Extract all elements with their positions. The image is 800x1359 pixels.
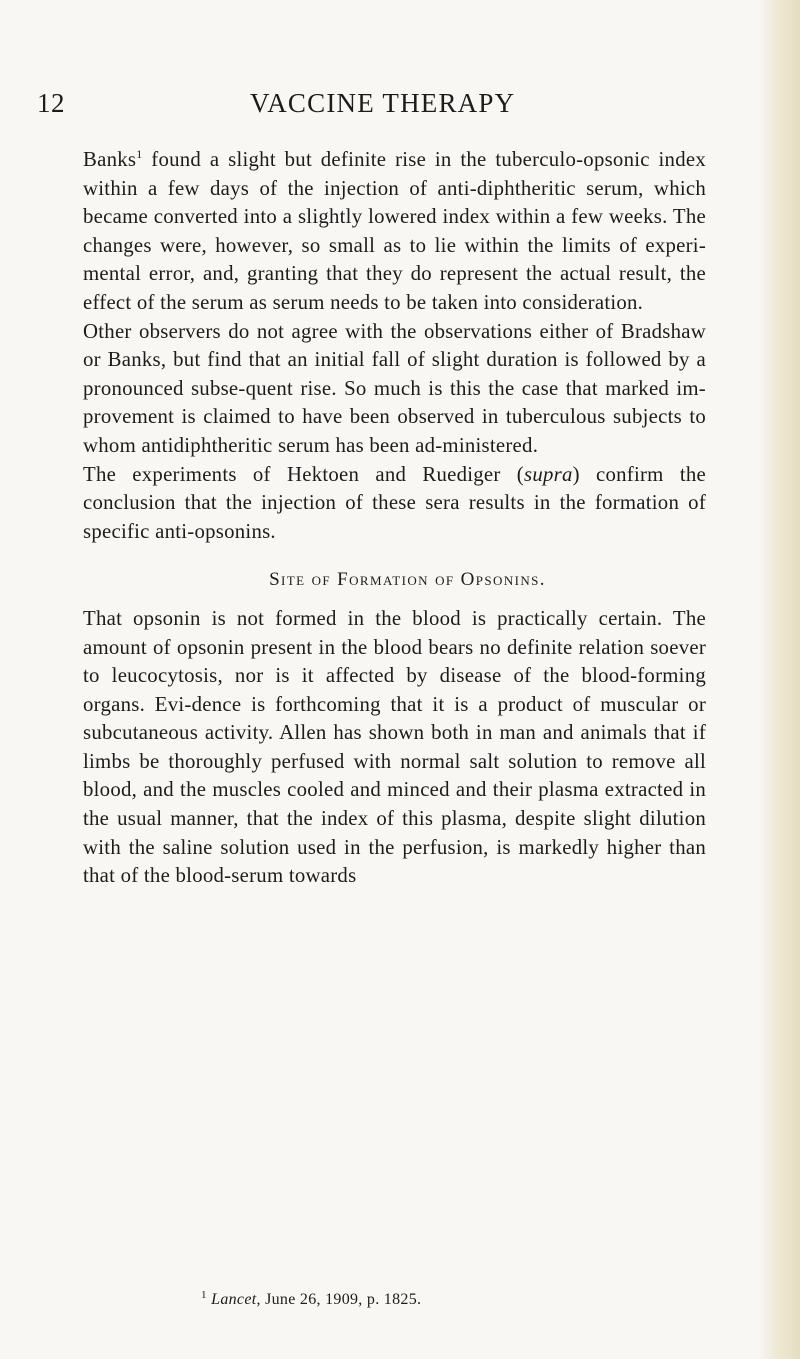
paragraph-2 [83, 318, 706, 461]
section-heading: Site of Formation of Opsonins. [269, 569, 546, 591]
running-header [0, 88, 800, 124]
paragraph-4 [83, 605, 706, 891]
page-edge-shadow [758, 0, 800, 1359]
footnote-mark: 1 [201, 1289, 207, 1301]
footnote-details: , June 26, 1909, p. 1825. [256, 1291, 422, 1308]
footnote-reference: 1 [136, 147, 143, 161]
paragraph-3-text-before: The experiments of Hektoen and Ruediger ( [83, 462, 524, 486]
footnote [201, 1291, 421, 1309]
paragraph-1-text: found a slight but definite rise in the tuberculo-opsonic index within a few days of the injection of anti-diphtheritic serum, which became converted into a slightly lowered index within a few weeks. The changes were, however, so small as to lie within the limits of experi-mental error, and, granting that they do represent the actual result, the effect of the serum as serum needs to be taken into consideration. [83, 148, 706, 314]
author-name: Banks [83, 148, 137, 171]
paragraph-4-text: That opsonin is not formed in the blood is practically certain. The amount of opsonin present in the blood bears no definite relation soever to leucocytosis, nor is it affected by disease of the blood-forming organs. Evi-dence is forthcoming that it is a product of muscular or subcutaneous activity. Allen has shown both in man and animals that if limbs be thoroughly perfused with normal salt solution to remove all blood, and the muscles cooled and minced and their plasma extracted in the usual manner, that the index of this plasma, despite slight dilution with the saline solution used in the perfusion, is markedly higher than that of the blood-serum towards [83, 606, 706, 888]
running-title: VACCINE THERAPY [250, 88, 516, 118]
body-text [83, 146, 706, 891]
paragraph-3-text-after: ) confirm the conclusion that the injection of these sera results in the formation of specific anti-opsonins. [83, 462, 706, 543]
footnote-source: Lancet [211, 1291, 257, 1308]
page-number: 12 [37, 88, 65, 118]
paragraph-3 [83, 461, 706, 547]
paragraph-2-text: Other observers do not agree with the observations either of Bradshaw or Banks, but find that an initial fall of slight duration is followed by a pronounced subse-quent rise. So much is this the case that marked im-provement is claimed to have been observed in tuberculous subjects to whom antidiphtheritic serum has been ad-ministered. [83, 319, 706, 457]
paragraph-1 [83, 146, 706, 318]
paragraph-3-italic: supra [523, 462, 573, 486]
